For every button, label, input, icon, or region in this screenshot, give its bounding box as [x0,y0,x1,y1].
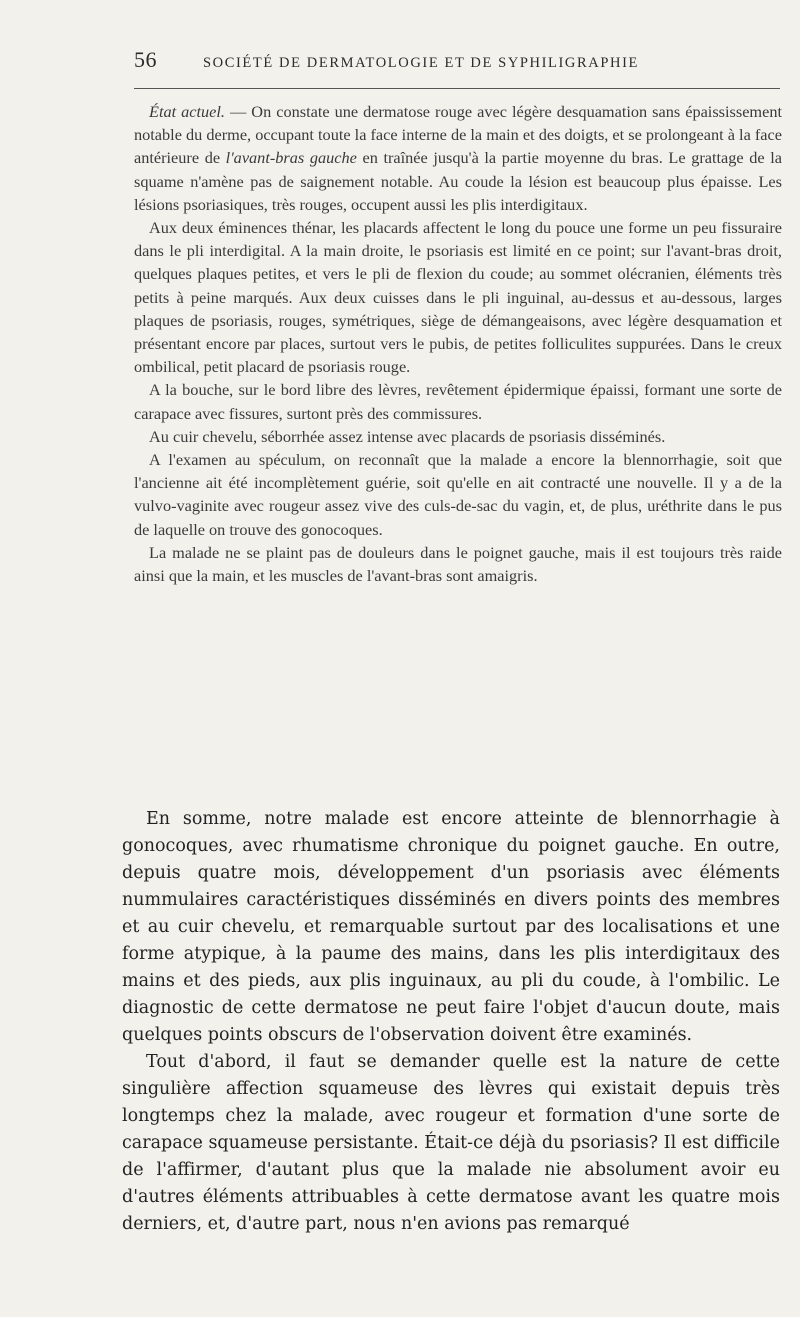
section-label: État actuel. [149,102,225,121]
paragraph-poignet: La malade ne se plaint pas de douleurs dans le poignet gauche, mais il est toujours très raide ainsi que la main, et les muscles de l'avant-bras sont amaigris. [134,542,782,586]
paragraph-en-somme: En somme, notre malade est encore atteinte de blennorrhagie à gonocoques, avec rhumatisme chronique du poignet gauche. En outre, depuis quatre mois, développement d'un psoriasis avec éléments nummulaires caractéristiques disséminés en divers points des membres et au cuir chevelu, et remarquable surtout par des localisations et une forme atypique, à la paume des mains, dans les plis interdigitaux des mains et des pieds, aux plis inguinaux, au pli du coude, à l'ombilic. Le diagnostic de cette dermatose ne peut faire l'objet d'aucun doute, mais quelques points obscurs de l'observation doivent être examinés. [122,809,780,1045]
page-number: 56 [134,47,157,72]
paragraph-text: en traînée jusqu'à la partie moyenne du bras. Le grattage de la squame n'amène pas de saignement notable. Au coude la lésion est beaucoup plus épaisse. Les lésions psoriasiques, très rouges, occupent aussi les plis interdigitaux. [134,148,782,214]
emphasis-text: l'avant-bras gauche [225,148,357,168]
paragraph-cuir-chevelu: Au cuir chevelu, séborrhée assez intense avec placards de psoriasis disséminés. [149,426,666,446]
paragraph-speculum: A l'examen au spéculum, on reconnaît que la malade a encore la blennorrhagie, soit que l'ancienne ait été incomplètement guérie, soit qu'elle en ait contracté une nouvelle. Il y a de la vulvo-vaginite avec rougeur assez vive des culs-de-sac du vagin, et, de plus, uréthrite dans le pus de laquelle on trouve des gonocoques. [134,450,782,539]
paragraph-tout-d-abord: Tout d'abord, il faut se demander quelle est la nature de cette singulière affection squameuse des lèvres qui existait depuis très longtemps chez la malade, avec rougeur et formation d'une sorte de carapace squameuse persistante. Était-ce déjà du psoriasis? Il est difficile de l'affirmer, d'autant plus que la malade nie absolument avoir eu d'autres éléments attribuables à cette dermatose avant les quatre mois derniers, et, d'autre part, nous n'en avions pas remarqué [122,1052,780,1234]
paragraph-bouche: A la bouche, sur le bord libre des lèvres, revêtement épidermique épaissi, formant une sorte de carapace avec fissures, surtont près des commissures. [134,380,782,423]
page-header [134,47,780,77]
observation-section [134,100,782,587]
header-rule [134,88,780,89]
discussion-section [122,806,780,1238]
paragraph-etat-actuel [134,100,782,216]
running-head: SOCIÉTÉ DE DERMATOLOGIE ET DE SYPHILIGRAPHIE [203,55,639,71]
paragraph-thenar: Aux deux éminences thénar, les placards affectent le long du pouce une forme un peu fissuraire dans le pli interdigital. A la main droite, le psoriasis est limité en ce point; sur l'avant-bras droit, quelques plaques petites, et vers le pli de flexion du coude; au sommet olécranien, éléments très petits à peine marqués. Aux deux cuisses dans le pli inguinal, au-dessus et au-dessous, larges plaques de psoriasis, rouges, symétriques, siège de démangeaisons, avec légère desquamation et présentant encore par places, surtout vers le pubis, de petites folliculites suppurées. Dans le creux ombilical, petit placard de psoriasis rouge. [134,218,782,377]
paragraph-text: — On constate une dermatose rouge avec légère desquamation sans épaississement notable du derme, occupant toute la face interne de la main et des doigts, et se prolongeant à la face antérieure de [134,102,782,168]
